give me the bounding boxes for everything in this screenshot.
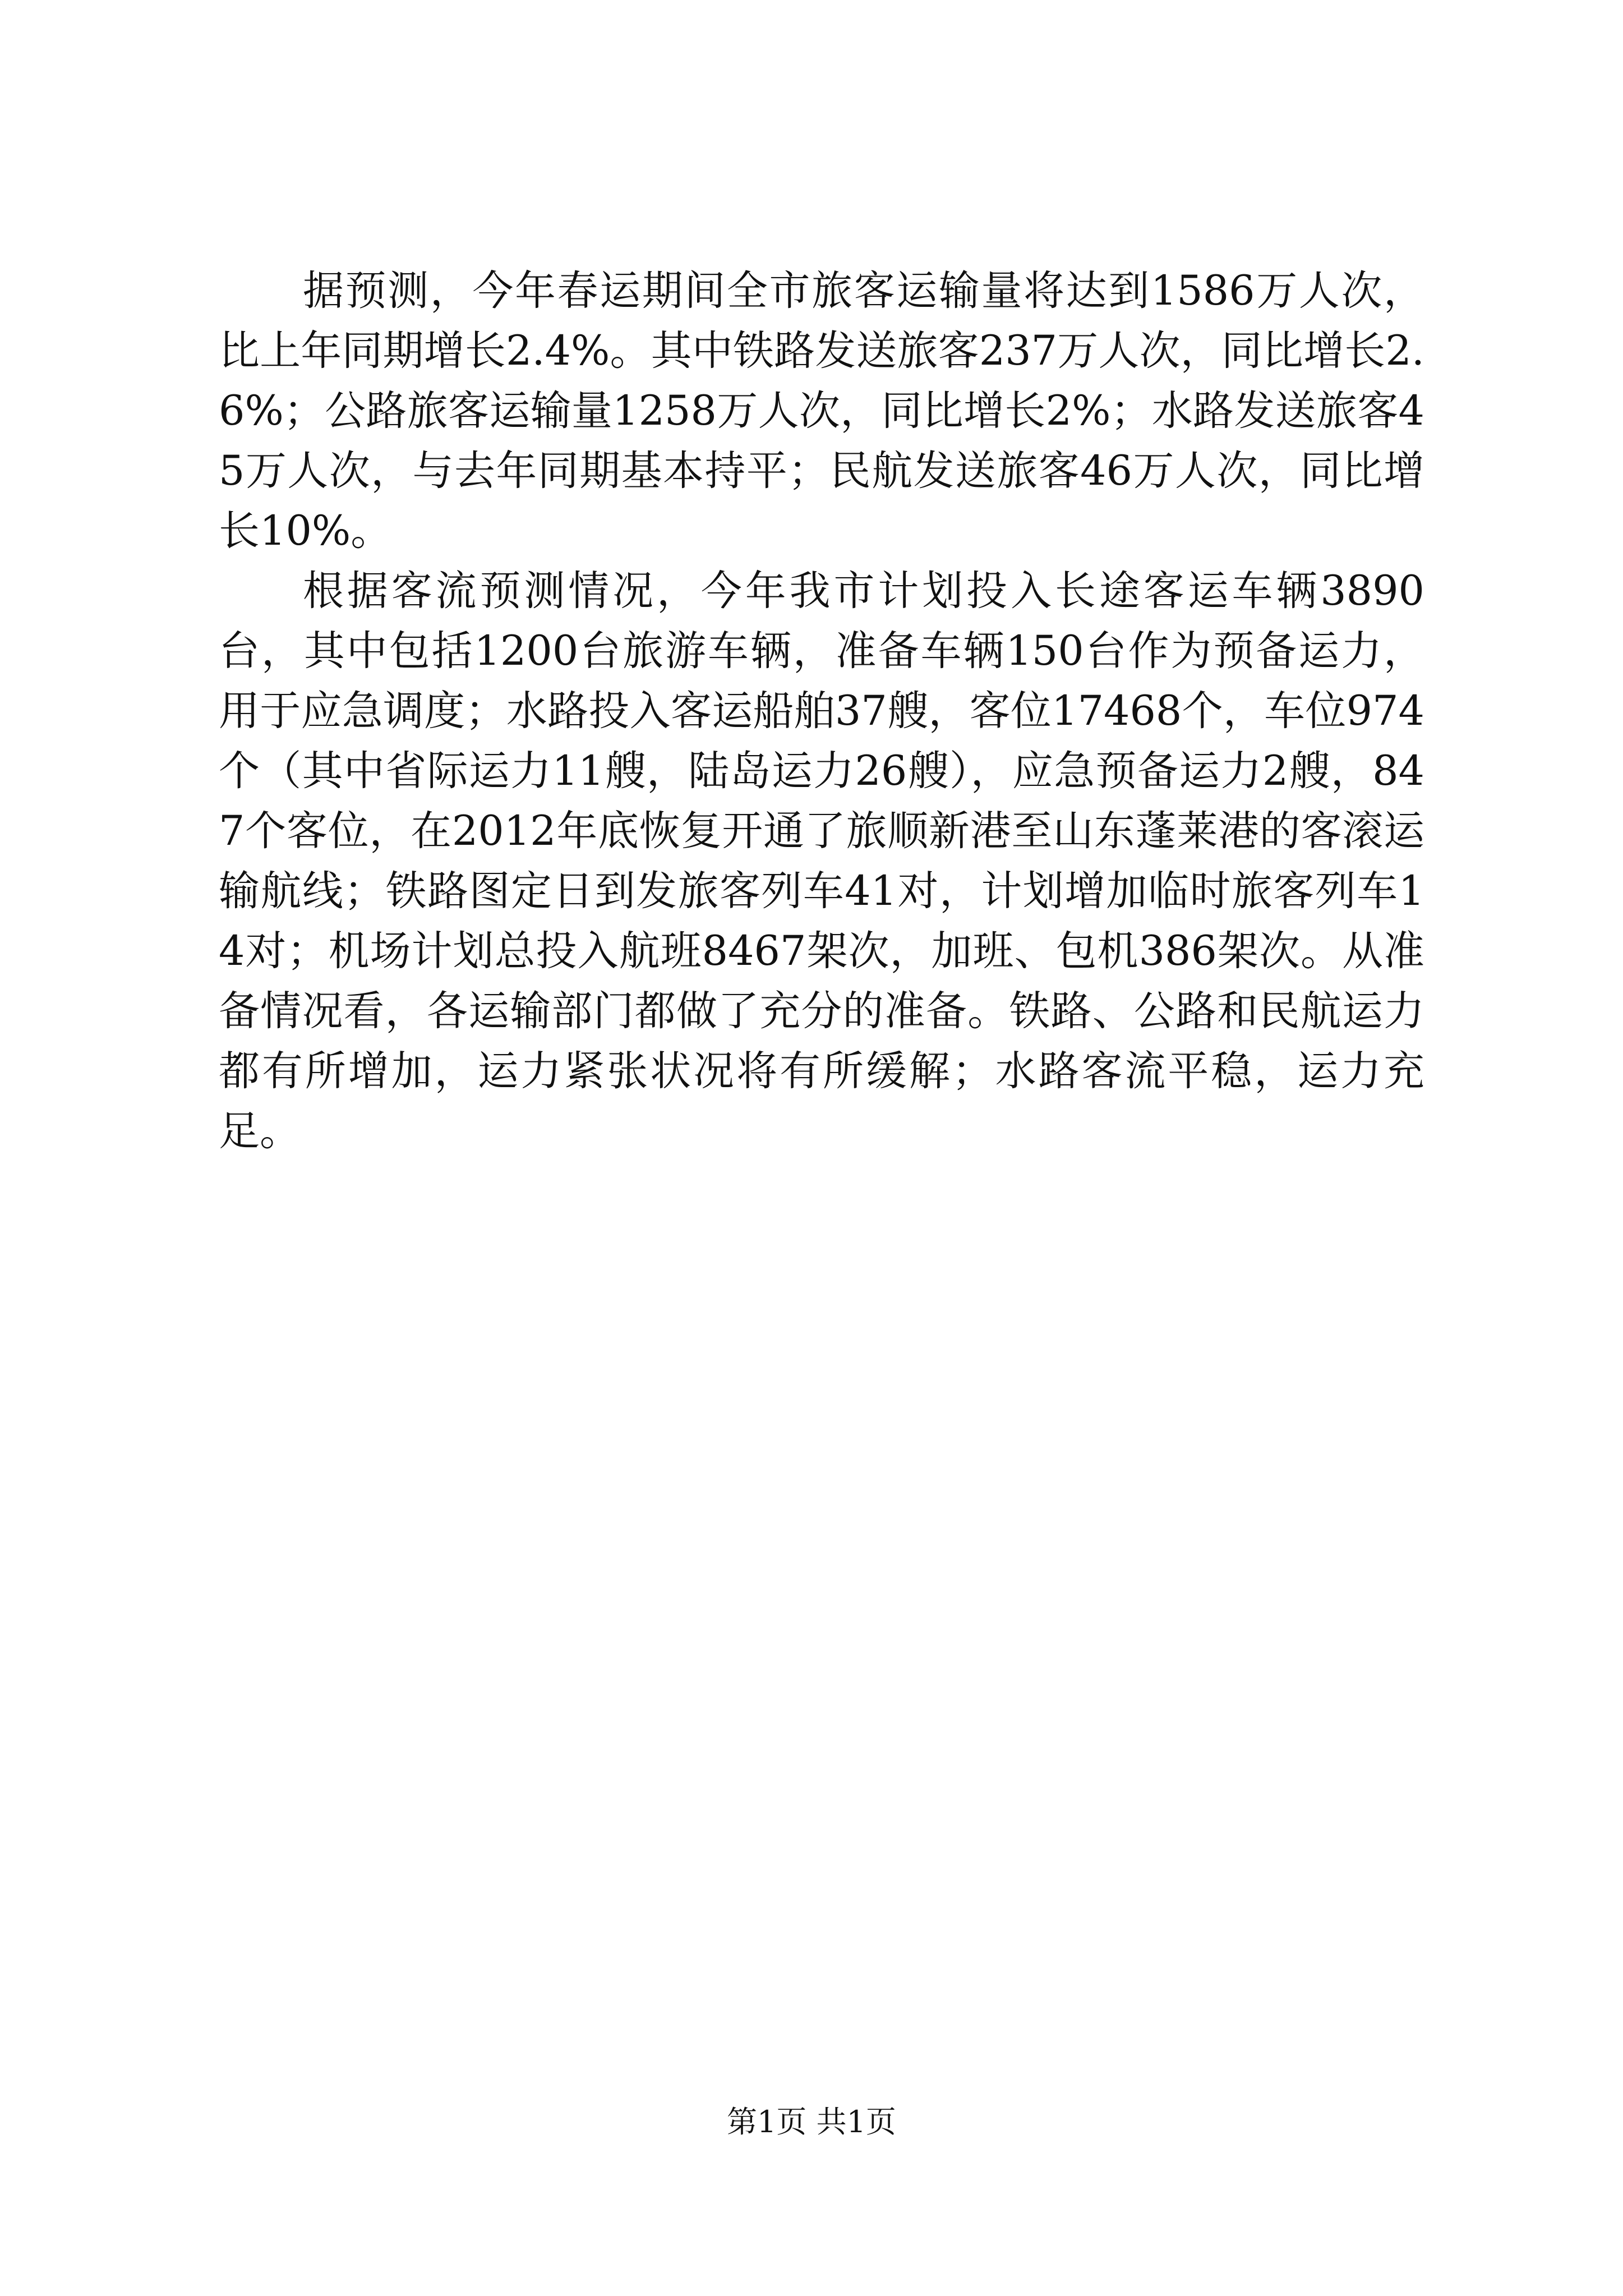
page-footer: 第1页 共1页 bbox=[727, 2104, 896, 2139]
paragraph-capacity-plan: 根据客流预测情况，今年我市计划投入长途客运车辆3890台，其中包括1200台旅游车辆，准备车辆150台作为预备运力，用于应急调度；水路投入客运船舶37艘，客位17468个，车位974个（其中省际运力11艘，陆岛运力26艘），应急预备运力2艘，847个客位，在2012年底恢复开通了旅顺新港至山东蓬莱港的客滚运输航线；铁路图定日到发旅客列车41对，计划增加临时旅客列车14对；机场计划总投入航班8467架次，加班、包机386架次。从准备情况看，各运输部门都做了充分的准备。铁路、公路和民航运力都有所增加，运力紧张状况将有所缓解；水路客流平稳，运力充足。 bbox=[219, 567, 1424, 1155]
document-body bbox=[219, 261, 1424, 1161]
paragraph-forecast: 据预测，今年春运期间全市旅客运输量将达到1586万人次，比上年同期增长2.4%。其中铁路发送旅客237万人次，同比增长2.6%；公路旅客运输量1258万人次，同比增长2%；水路发送旅客45万人次，与去年同期基本持平；民航发送旅客46万人次，同比增长10%。 bbox=[219, 267, 1424, 555]
